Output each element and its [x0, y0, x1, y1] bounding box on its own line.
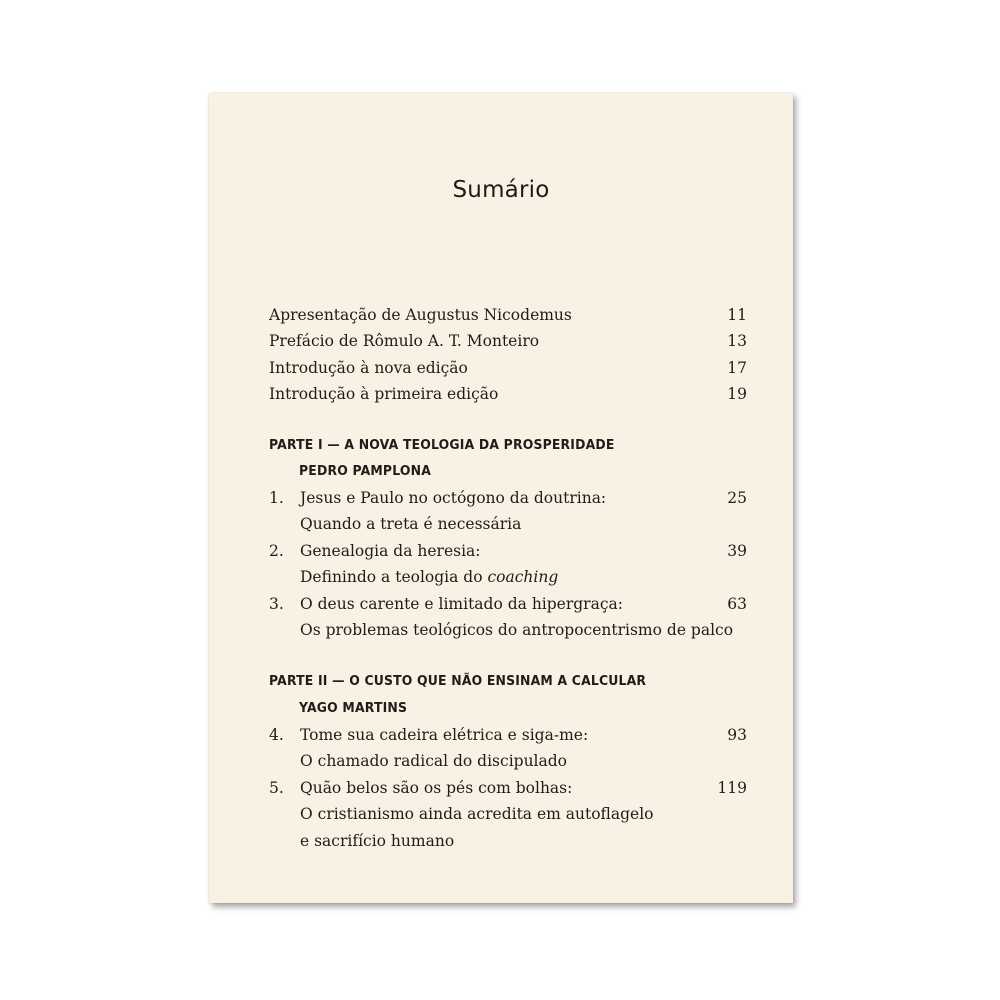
chapter-number: 1. [269, 489, 284, 507]
toc-entry-label: Introdução à primeira edição [269, 385, 499, 403]
chapter-title: Quão belos são os pés com bolhas: [300, 779, 573, 797]
chapter-title: Tome sua cadeira elétrica e siga-me: [300, 726, 589, 744]
chapter-title: Genealogia da heresia: [300, 542, 481, 560]
chapter-subtitle-continued: e sacrifício humano [300, 832, 455, 850]
toc-entry-page: 17 [727, 359, 747, 377]
toc-entry-page: 13 [727, 332, 747, 350]
chapter-title: Jesus e Paulo no octógono da doutrina: [300, 489, 607, 507]
chapter-subtitle: O chamado radical do discipulado [300, 752, 568, 770]
toc-entry-label: Prefácio de Rômulo A. T. Monteiro [269, 332, 540, 350]
chapter-page: 63 [727, 595, 747, 613]
chapter-subtitle: O cristianismo ainda acredita em autoflagelo [300, 805, 654, 823]
chapter-subtitle: Os problemas teológicos do antropocentrismo de palco [300, 621, 734, 639]
page-title: Sumário [452, 177, 550, 203]
chapter-number: 4. [269, 726, 284, 744]
part-heading: PARTE II — O CUSTO QUE NÃO ENSINAM A CALCULAR [269, 673, 647, 689]
part-author: PEDRO PAMPLONA [299, 463, 432, 479]
chapter-subtitle [300, 567, 558, 587]
book-page [209, 93, 793, 903]
chapter-number: 3. [269, 595, 284, 613]
chapter-page: 119 [717, 779, 747, 797]
chapter-number: 2. [269, 542, 284, 560]
chapter-page: 39 [727, 542, 747, 560]
chapter-page: 93 [727, 726, 747, 744]
toc-entry-label: Apresentação de Augustus Nicodemus [269, 306, 572, 324]
part-heading: PARTE I — A NOVA TEOLOGIA DA PROSPERIDADE [269, 437, 615, 453]
chapter-subtitle: Quando a treta é necessária [300, 515, 522, 533]
toc-entry-page: 11 [727, 306, 747, 324]
toc-entry-label: Introdução à nova edição [269, 359, 468, 377]
chapter-number: 5. [269, 779, 284, 797]
toc-entry-page: 19 [727, 385, 747, 403]
chapter-page: 25 [727, 489, 747, 507]
part-author: YAGO MARTINS [299, 700, 408, 716]
chapter-subtitle-prefix: Definindo a teologia do [300, 568, 488, 586]
chapter-subtitle-italic: coaching [487, 568, 559, 586]
chapter-title: O deus carente e limitado da hipergraça: [300, 595, 623, 613]
